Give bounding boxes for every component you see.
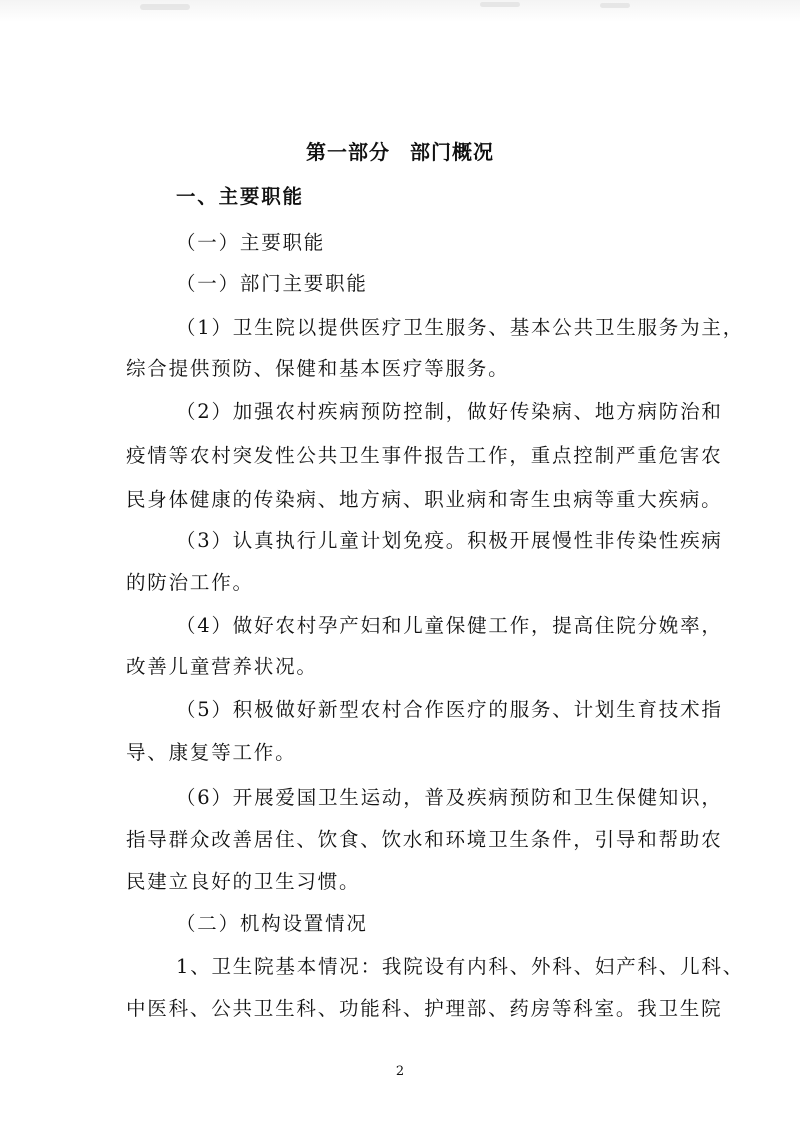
paragraph-line: 疫情等农村突发性公共卫生事件报告工作，重点控制严重危害农 [126, 444, 723, 467]
title-part-1: 第一部分 [306, 140, 390, 164]
paragraph-line: （2）加强农村疾病预防控制，做好传染病、地方病防治和 [176, 400, 723, 423]
page-title [0, 136, 800, 165]
paragraph-line: （6）开展爱国卫生运动，普及疾病预防和卫生保健知识， [176, 786, 723, 809]
title-part-2: 部门概况 [410, 140, 494, 164]
paragraph-line: 导、康复等工作。 [126, 741, 297, 764]
subsection-heading: （一）部门主要职能 [176, 272, 368, 295]
paragraph-line: 中医科、公共卫生科、功能科、护理部、药房等科室。我卫生院 [126, 997, 723, 1020]
section-heading: 一、主要职能 [176, 185, 304, 208]
paragraph-line: 1、卫生院基本情况：我院设有内科、外科、妇产科、儿科、 [176, 955, 745, 978]
subsection-heading: （一）主要职能 [176, 231, 326, 254]
paragraph-line: 指导群众改善居住、饮食、饮水和环境卫生条件，引导和帮助农 [126, 828, 723, 851]
paragraph-line: （3）认真执行儿童计划免疫。积极开展慢性非传染性疾病 [176, 529, 723, 552]
paragraph-line: 改善儿童营养状况。 [126, 655, 318, 678]
paragraph-line: 民建立良好的卫生习惯。 [126, 870, 361, 893]
subsection-heading: （二）机构设置情况 [176, 912, 368, 935]
paragraph-line: （1）卫生院以提供医疗卫生服务、基本公共卫生服务为主， [176, 316, 745, 339]
paragraph-line: 民身体健康的传染病、地方病、职业病和寄生虫病等重大疾病。 [126, 488, 723, 511]
paragraph-line: （5）积极做好新型农村合作医疗的服务、计划生育技术指 [176, 698, 723, 721]
paragraph-line: 综合提供预防、保健和基本医疗等服务。 [126, 357, 510, 380]
page-number: 2 [395, 1064, 405, 1079]
paragraph-line: 的防治工作。 [126, 571, 254, 594]
paragraph-line: （4）做好农村孕产妇和儿童保健工作，提高住院分娩率， [176, 614, 723, 637]
